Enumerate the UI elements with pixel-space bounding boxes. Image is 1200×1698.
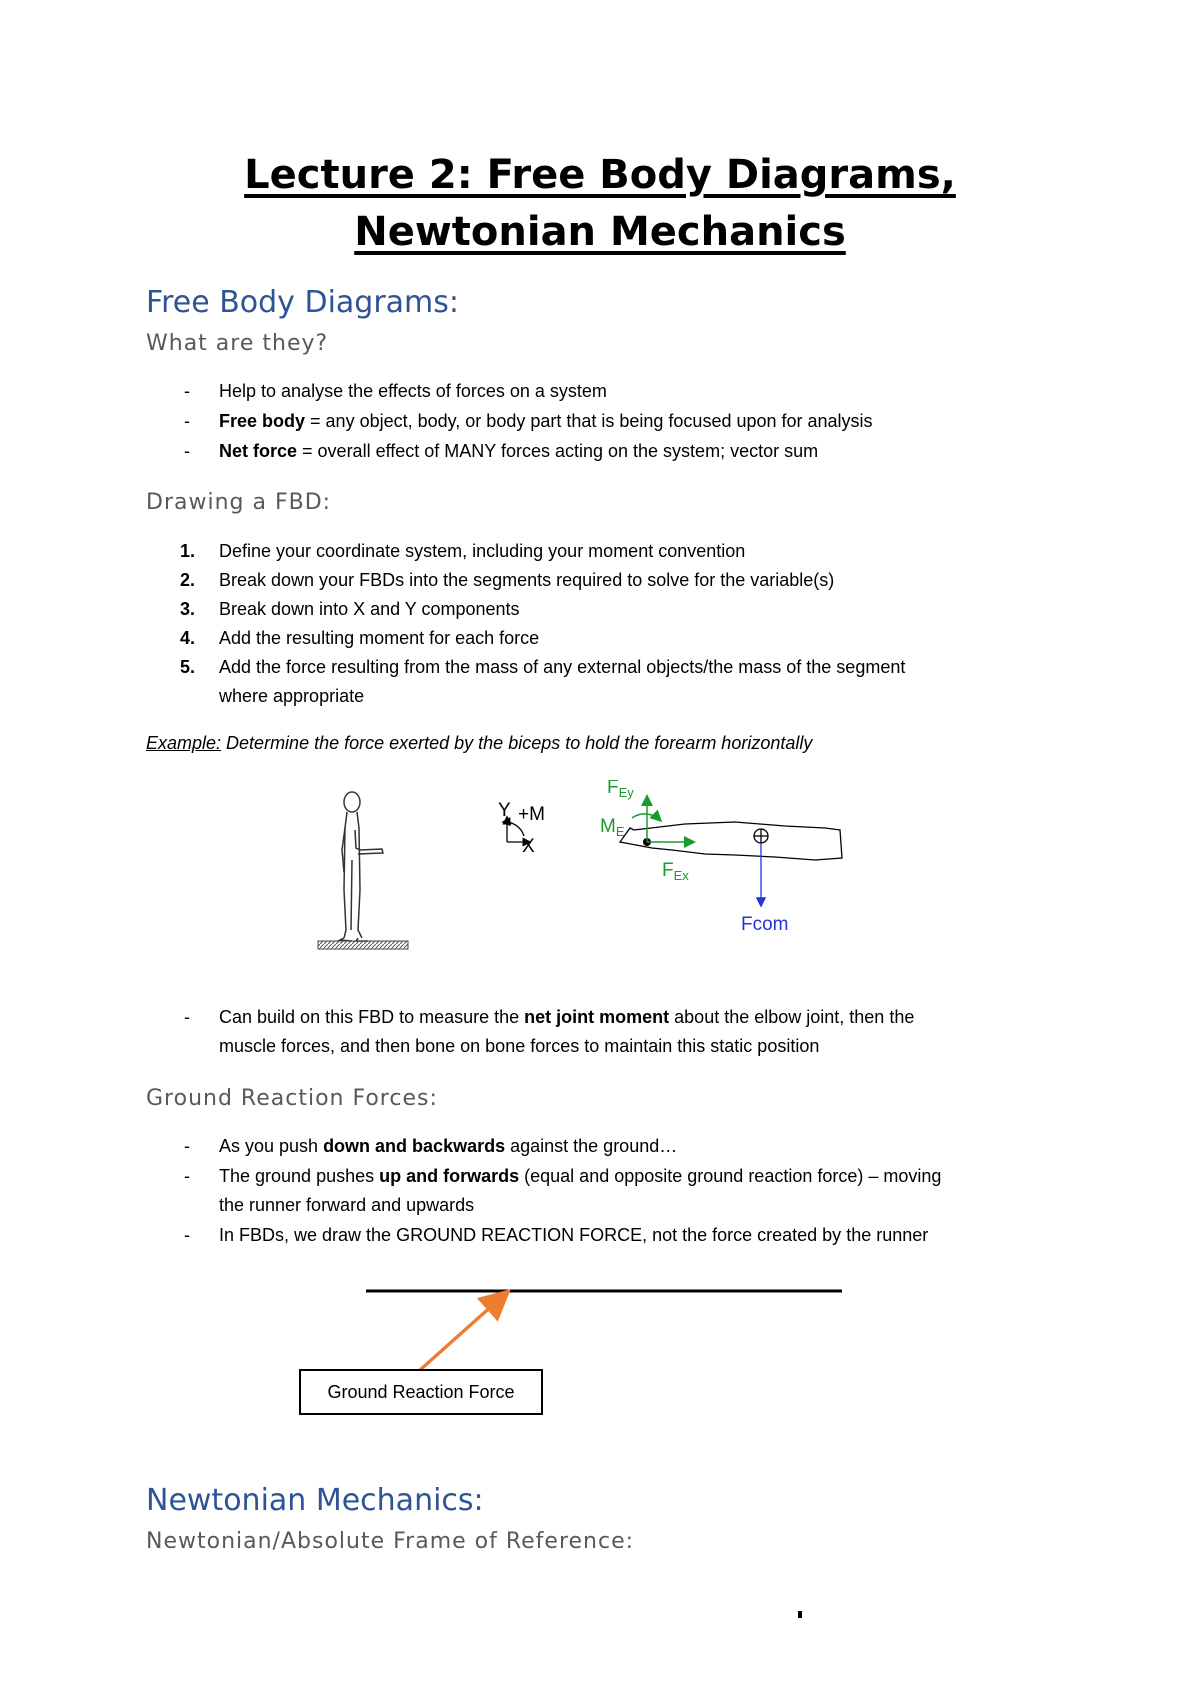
step-text: Break down your FBDs into the segments required to solve for the variable(s) bbox=[219, 570, 835, 590]
bullet-definition: = any object, body, or body part that is being focused upon for analysis bbox=[305, 411, 873, 431]
fex-label: $F_{Ex}$ bbox=[662, 860, 689, 883]
bullet-marker: - bbox=[184, 381, 190, 401]
bullet-marker: - bbox=[184, 1225, 190, 1245]
bullet-text: In FBDs, we draw the GROUND REACTION FORCE, not the force created by the runner bbox=[219, 1225, 929, 1245]
fcom-label: Fcom bbox=[741, 914, 789, 935]
bullet-text bbox=[219, 411, 873, 433]
bullet-text: Help to analyse the effects of forces on a system bbox=[219, 381, 607, 401]
bullet-marker: - bbox=[184, 411, 190, 431]
step-number: 1. bbox=[180, 541, 196, 561]
page-title-line-2: Newtonian Mechanics bbox=[354, 209, 846, 255]
standing-person-icon bbox=[340, 792, 383, 941]
page-title-line-1: Lecture 2: Free Body Diagrams, bbox=[244, 152, 956, 198]
example-text: Determine the force exerted by the biceps to hold the forearm horizontally bbox=[221, 733, 813, 753]
bullet-text: As you push down and backwards against the ground… bbox=[219, 1136, 678, 1156]
bullet-bold-term: Net force bbox=[219, 441, 298, 461]
bullet-text: Can build on this FBD to measure the net joint moment about the elbow joint, then the bbox=[219, 1007, 915, 1027]
forearm-outline bbox=[620, 822, 842, 860]
forearm-fbd-figure bbox=[300, 780, 920, 980]
bullet-text-continued: muscle forces, and then bone on bone forces to maintain this static position bbox=[219, 1036, 820, 1056]
subheading-drawing-fbd: Drawing a FBD: bbox=[146, 490, 332, 515]
grf-diagram bbox=[360, 1275, 850, 1375]
bullet-marker: - bbox=[184, 441, 190, 461]
axis-x-label: X bbox=[522, 836, 535, 857]
grf-label-box: Ground Reaction Force bbox=[299, 1369, 543, 1415]
subheading-frame-of-reference: Newtonian/Absolute Frame of Reference: bbox=[146, 1529, 635, 1554]
bullet-text: The ground pushes up and forwards (equal and opposite ground reaction force) – moving bbox=[219, 1166, 942, 1186]
centre-of-mass-icon bbox=[754, 829, 768, 843]
bullet-definition: = overall effect of MANY forces acting on the system; vector sum bbox=[297, 441, 819, 461]
step-text-continued: where appropriate bbox=[219, 686, 365, 706]
ground-hatch bbox=[318, 941, 408, 949]
bullet-text bbox=[219, 441, 818, 463]
step-text: Add the resulting moment for each force bbox=[219, 628, 540, 648]
subheading-what-are-they: What are they? bbox=[146, 331, 329, 356]
step-number: 5. bbox=[180, 657, 196, 677]
step-text: Add the force resulting from the mass of any external objects/the mass of the segment bbox=[219, 657, 906, 677]
bullet-text-continued: the runner forward and upwards bbox=[219, 1195, 475, 1215]
example-statement bbox=[146, 733, 812, 754]
section-heading-newtonian: Newtonian Mechanics: bbox=[146, 1483, 484, 1518]
bullet-marker: - bbox=[184, 1166, 190, 1186]
ground-reaction-force-arrow bbox=[420, 1296, 503, 1370]
step-text: Define your coordinate system, including your moment convention bbox=[219, 541, 746, 561]
moment-me-arrow bbox=[632, 814, 660, 820]
axis-y-label: Y bbox=[498, 800, 511, 821]
step-number: 2. bbox=[180, 570, 196, 590]
moment-convention-label: +M bbox=[518, 804, 545, 825]
bullet-marker: - bbox=[184, 1007, 190, 1027]
section-heading-fbd: Free Body Diagrams: bbox=[146, 285, 460, 320]
fey-label: $F_{Ey}$ bbox=[607, 780, 634, 800]
stray-dot bbox=[798, 1611, 802, 1618]
subheading-grf: Ground Reaction Forces: bbox=[146, 1086, 438, 1111]
bullet-marker: - bbox=[184, 1136, 190, 1156]
step-number: 3. bbox=[180, 599, 196, 619]
step-text: Break down into X and Y components bbox=[219, 599, 520, 619]
step-number: 4. bbox=[180, 628, 196, 648]
me-label: $M_E$ bbox=[600, 816, 625, 839]
example-label: Example: bbox=[146, 733, 222, 753]
bullet-bold-term: Free body bbox=[219, 411, 306, 431]
